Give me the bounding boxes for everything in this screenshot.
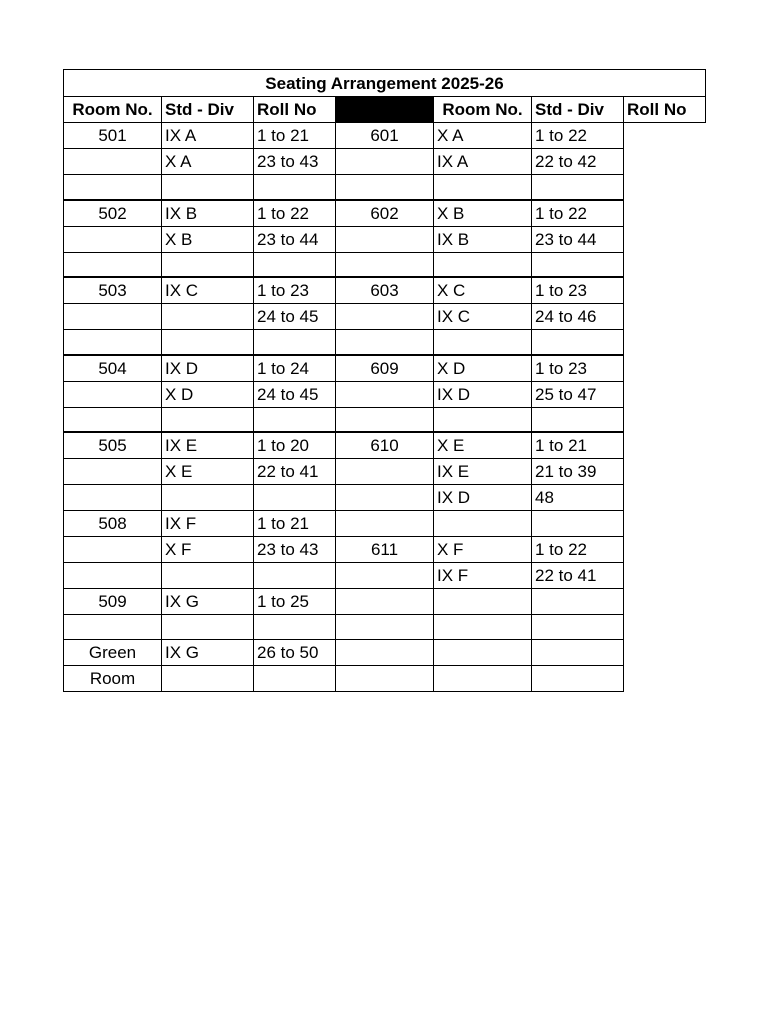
- table-row: [64, 511, 706, 537]
- roll-left-cell: 24 to 45: [254, 381, 336, 407]
- room-left-cell: [64, 459, 162, 485]
- std-right-cell: [434, 640, 532, 666]
- std-left-cell: [162, 615, 254, 640]
- roll-left-cell: 1 to 25: [254, 589, 336, 615]
- std-left-cell: IX F: [162, 511, 254, 537]
- room-left-cell: Green: [64, 640, 162, 666]
- room-left-cell: 502: [64, 200, 162, 227]
- table-body: [64, 123, 706, 692]
- room-right-cell: [336, 304, 434, 330]
- roll-left-cell: [254, 615, 336, 640]
- table-row: [64, 666, 706, 692]
- roll-right-cell: 22 to 42: [532, 149, 624, 175]
- roll-right-cell: 24 to 46: [532, 304, 624, 330]
- room-right-cell: [336, 615, 434, 640]
- table-row: [64, 252, 706, 277]
- header-room-right: Room No.: [434, 97, 532, 123]
- std-right-cell: IX A: [434, 149, 532, 175]
- roll-left-cell: 23 to 44: [254, 226, 336, 252]
- table-row: [64, 355, 706, 382]
- room-right-cell: [336, 589, 434, 615]
- roll-left-cell: [254, 666, 336, 692]
- std-left-cell: IX E: [162, 432, 254, 459]
- room-right-cell: [336, 149, 434, 175]
- room-left-cell: [64, 226, 162, 252]
- std-left-cell: IX G: [162, 640, 254, 666]
- std-left-cell: X B: [162, 226, 254, 252]
- room-left-cell: 509: [64, 589, 162, 615]
- std-right-cell: [434, 666, 532, 692]
- roll-right-cell: 23 to 44: [532, 226, 624, 252]
- header-row: [64, 97, 706, 123]
- std-right-cell: X A: [434, 123, 532, 149]
- roll-left-cell: 1 to 21: [254, 511, 336, 537]
- room-left-cell: [64, 175, 162, 200]
- header-room-left: Room No.: [64, 97, 162, 123]
- roll-left-cell: 1 to 22: [254, 200, 336, 227]
- std-right-cell: IX E: [434, 459, 532, 485]
- header-std-left: Std - Div: [162, 97, 254, 123]
- room-left-cell: [64, 485, 162, 511]
- roll-right-cell: 1 to 23: [532, 277, 624, 304]
- room-right-cell: 611: [336, 537, 434, 563]
- table-row: [64, 640, 706, 666]
- std-left-cell: X E: [162, 459, 254, 485]
- room-right-cell: [336, 459, 434, 485]
- roll-right-cell: 1 to 23: [532, 355, 624, 382]
- std-right-cell: [434, 615, 532, 640]
- std-right-cell: X E: [434, 432, 532, 459]
- room-left-cell: 508: [64, 511, 162, 537]
- roll-right-cell: [532, 666, 624, 692]
- header-std-right: Std - Div: [532, 97, 624, 123]
- std-left-cell: [162, 330, 254, 355]
- roll-right-cell: 48: [532, 485, 624, 511]
- roll-right-cell: 22 to 41: [532, 563, 624, 589]
- room-right-cell: [336, 407, 434, 432]
- std-left-cell: [162, 175, 254, 200]
- std-right-cell: X F: [434, 537, 532, 563]
- room-left-cell: [64, 304, 162, 330]
- std-right-cell: [434, 330, 532, 355]
- std-right-cell: X D: [434, 355, 532, 382]
- header-roll-right: Roll No: [624, 97, 706, 123]
- roll-left-cell: [254, 563, 336, 589]
- std-right-cell: [434, 511, 532, 537]
- std-left-cell: X A: [162, 149, 254, 175]
- roll-right-cell: 1 to 21: [532, 432, 624, 459]
- room-right-cell: [336, 252, 434, 277]
- roll-left-cell: [254, 485, 336, 511]
- table-row: [64, 537, 706, 563]
- std-right-cell: IX B: [434, 226, 532, 252]
- roll-left-cell: 24 to 45: [254, 304, 336, 330]
- room-right-cell: [336, 330, 434, 355]
- roll-right-cell: [532, 615, 624, 640]
- roll-left-cell: 1 to 23: [254, 277, 336, 304]
- room-left-cell: 505: [64, 432, 162, 459]
- std-left-cell: [162, 563, 254, 589]
- roll-right-cell: [532, 175, 624, 200]
- roll-right-cell: [532, 407, 624, 432]
- roll-left-cell: 1 to 24: [254, 355, 336, 382]
- std-left-cell: [162, 407, 254, 432]
- std-left-cell: X D: [162, 381, 254, 407]
- std-left-cell: [162, 304, 254, 330]
- std-right-cell: [434, 407, 532, 432]
- std-right-cell: IX D: [434, 485, 532, 511]
- table-title: Seating Arrangement 2025-26: [64, 70, 706, 97]
- std-left-cell: IX B: [162, 200, 254, 227]
- table-row: [64, 149, 706, 175]
- table-row: [64, 330, 706, 355]
- std-right-cell: [434, 252, 532, 277]
- room-left-cell: [64, 563, 162, 589]
- roll-left-cell: [254, 330, 336, 355]
- roll-right-cell: [532, 640, 624, 666]
- std-left-cell: IX A: [162, 123, 254, 149]
- table-row: [64, 304, 706, 330]
- table-row: [64, 200, 706, 227]
- roll-left-cell: [254, 252, 336, 277]
- roll-left-cell: [254, 407, 336, 432]
- table-row: [64, 226, 706, 252]
- room-left-cell: [64, 149, 162, 175]
- column-divider: [336, 97, 434, 123]
- room-right-cell: [336, 511, 434, 537]
- roll-right-cell: 1 to 22: [532, 123, 624, 149]
- std-right-cell: IX C: [434, 304, 532, 330]
- table-row: [64, 381, 706, 407]
- table-row: [64, 485, 706, 511]
- table-row: [64, 277, 706, 304]
- room-right-cell: [336, 666, 434, 692]
- roll-left-cell: [254, 175, 336, 200]
- std-right-cell: IX F: [434, 563, 532, 589]
- std-left-cell: X F: [162, 537, 254, 563]
- room-left-cell: [64, 615, 162, 640]
- std-right-cell: X C: [434, 277, 532, 304]
- std-right-cell: [434, 175, 532, 200]
- std-left-cell: IX D: [162, 355, 254, 382]
- room-left-cell: [64, 381, 162, 407]
- table-row: [64, 175, 706, 200]
- std-right-cell: IX D: [434, 381, 532, 407]
- std-left-cell: [162, 485, 254, 511]
- table-row: [64, 432, 706, 459]
- room-right-cell: [336, 226, 434, 252]
- roll-right-cell: 25 to 47: [532, 381, 624, 407]
- room-left-cell: [64, 252, 162, 277]
- room-right-cell: [336, 175, 434, 200]
- room-left-cell: [64, 407, 162, 432]
- seating-table: [63, 69, 706, 692]
- roll-right-cell: 1 to 22: [532, 200, 624, 227]
- roll-right-cell: 21 to 39: [532, 459, 624, 485]
- table-row: [64, 123, 706, 149]
- roll-right-cell: [532, 330, 624, 355]
- std-left-cell: [162, 252, 254, 277]
- room-left-cell: [64, 537, 162, 563]
- roll-left-cell: 23 to 43: [254, 149, 336, 175]
- room-right-cell: 609: [336, 355, 434, 382]
- room-left-cell: [64, 330, 162, 355]
- room-right-cell: [336, 640, 434, 666]
- room-left-cell: 504: [64, 355, 162, 382]
- roll-right-cell: [532, 589, 624, 615]
- std-left-cell: IX C: [162, 277, 254, 304]
- room-right-cell: [336, 381, 434, 407]
- roll-left-cell: 1 to 20: [254, 432, 336, 459]
- std-right-cell: [434, 589, 532, 615]
- table-row: [64, 459, 706, 485]
- std-left-cell: [162, 666, 254, 692]
- roll-right-cell: [532, 252, 624, 277]
- roll-left-cell: 26 to 50: [254, 640, 336, 666]
- room-right-cell: 602: [336, 200, 434, 227]
- roll-left-cell: 22 to 41: [254, 459, 336, 485]
- room-right-cell: 603: [336, 277, 434, 304]
- room-right-cell: 610: [336, 432, 434, 459]
- room-right-cell: 601: [336, 123, 434, 149]
- roll-left-cell: 23 to 43: [254, 537, 336, 563]
- room-right-cell: [336, 485, 434, 511]
- room-right-cell: [336, 563, 434, 589]
- room-left-cell: Room: [64, 666, 162, 692]
- header-roll-left: Roll No: [254, 97, 336, 123]
- seating-sheet: [63, 69, 706, 692]
- std-left-cell: IX G: [162, 589, 254, 615]
- room-left-cell: 503: [64, 277, 162, 304]
- table-row: [64, 615, 706, 640]
- table-row: [64, 407, 706, 432]
- room-left-cell: 501: [64, 123, 162, 149]
- roll-left-cell: 1 to 21: [254, 123, 336, 149]
- roll-right-cell: 1 to 22: [532, 537, 624, 563]
- roll-right-cell: [532, 511, 624, 537]
- table-row: [64, 563, 706, 589]
- table-row: [64, 589, 706, 615]
- std-right-cell: X B: [434, 200, 532, 227]
